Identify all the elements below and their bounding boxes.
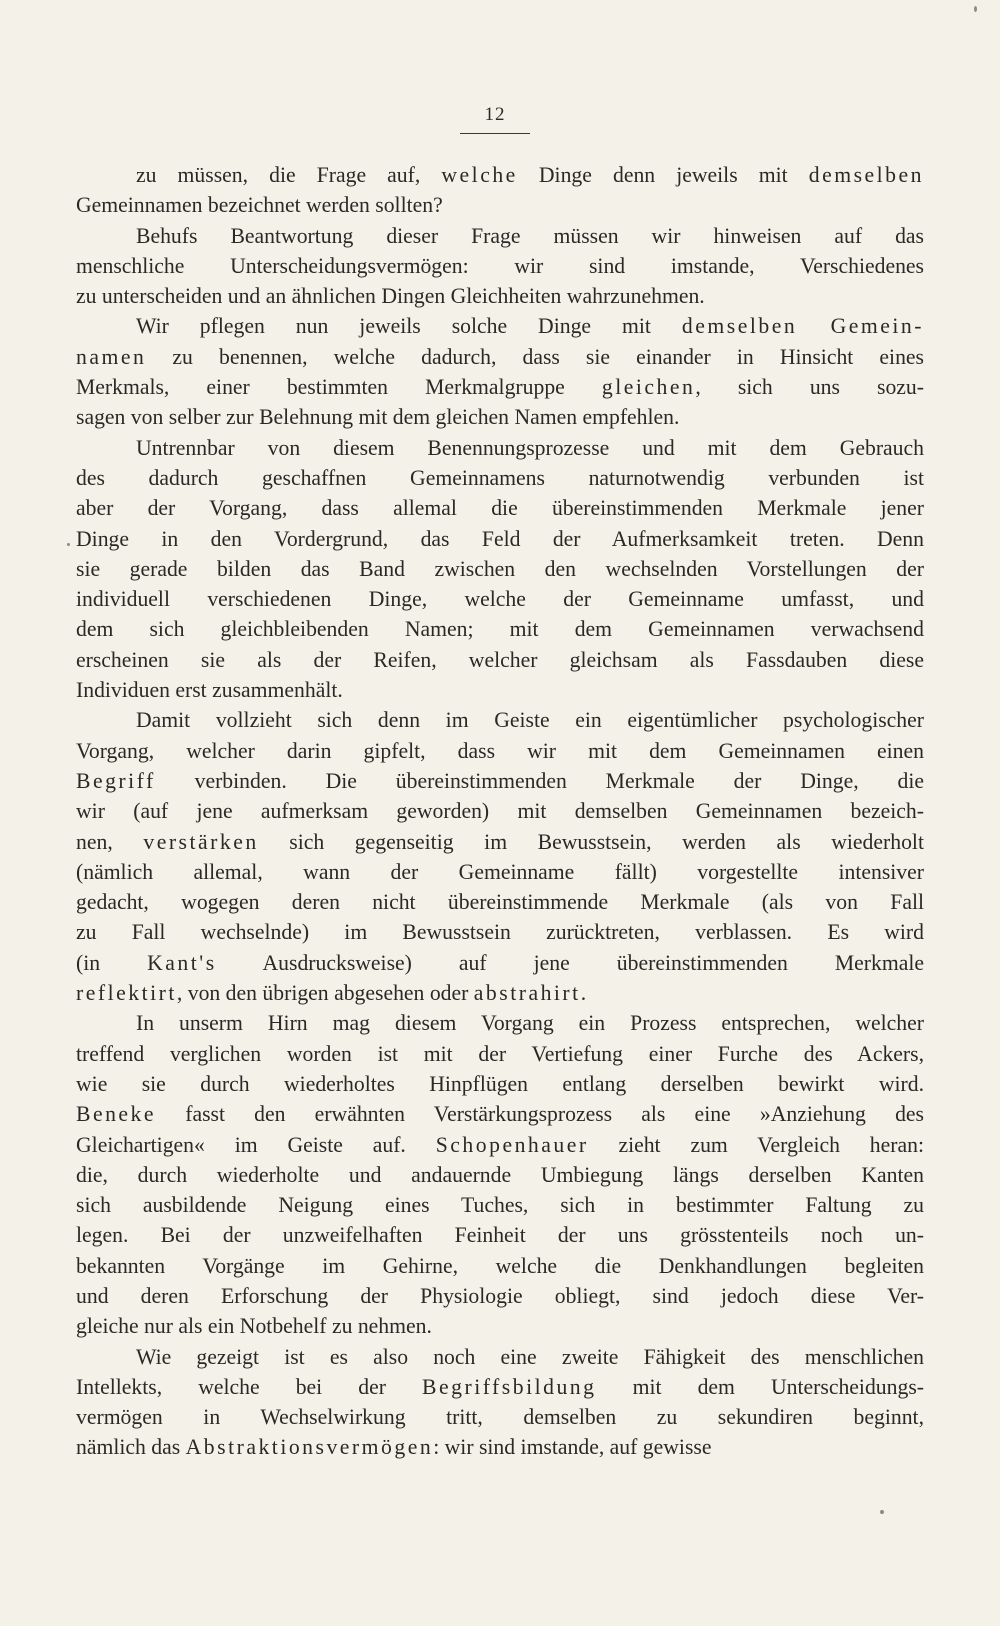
text-run: Dinge in den Vordergrund, das Feld der Aufmerksamkeit treten. Denn xyxy=(76,526,924,551)
text-run: nen, xyxy=(76,829,144,854)
text-line xyxy=(76,614,924,644)
text-run: Dinge denn jeweils mit xyxy=(517,163,809,187)
text-line xyxy=(76,463,924,493)
page-number: 12 xyxy=(484,104,506,125)
page-number-rule xyxy=(460,133,530,134)
text-run: (in xyxy=(76,950,148,975)
text-line xyxy=(76,766,924,796)
text-line xyxy=(76,372,924,402)
spaced-emphasis: Kant's xyxy=(147,950,217,975)
text-line xyxy=(76,917,924,947)
text-line xyxy=(76,1130,924,1160)
text-run: In unserm Hirn mag diesem Vorgang ein Prozess entsprechen, welcher xyxy=(136,1011,924,1036)
text-line xyxy=(76,705,924,735)
text-line xyxy=(76,1342,924,1372)
text-line xyxy=(76,1039,924,1069)
text-line xyxy=(76,251,924,281)
spaced-emphasis: Begriffsbildung xyxy=(422,1374,597,1399)
text-line xyxy=(76,887,924,917)
text-line xyxy=(76,675,924,705)
text-run: : wir sind imstande, auf gewisse xyxy=(433,1435,712,1460)
text-line xyxy=(76,978,924,1008)
text-run: dem sich gleichbleibenden Namen; mit dem Gemeinnamen verwachsend xyxy=(76,617,924,642)
text-line xyxy=(76,948,924,978)
text-run: , sich uns sozu- xyxy=(695,375,924,400)
text-run: des dadurch geschaffnen Gemeinnamens naturnotwendig verbunden ist xyxy=(76,465,924,490)
text-line xyxy=(76,1432,924,1462)
text-run: sagen von selber zur Belehnung mit dem gleichen Namen empfehlen. xyxy=(76,405,680,430)
text-run: wie sie durch wiederholtes Hinpflügen entlang derselben bewirkt wird. xyxy=(76,1071,924,1096)
text-line xyxy=(76,554,924,584)
text-line xyxy=(76,1220,924,1250)
paragraph xyxy=(76,221,924,312)
text-line xyxy=(76,190,924,220)
text-run: . xyxy=(580,981,587,1006)
text-run: , von den übrigen abgesehen oder xyxy=(176,981,474,1006)
text-line xyxy=(76,342,924,372)
text-run: bekannten Vorgänge im Gehirne, welche die Denkhandlungen begleiten xyxy=(76,1253,924,1278)
text-line xyxy=(76,160,924,190)
paragraph xyxy=(76,1008,924,1341)
text-run: aber der Vorgang, dass allemal die übereinstimmenden Merkmale jener xyxy=(76,496,924,521)
text-run: erscheinen sie als der Reifen, welcher gleichsam als Fassdauben diese xyxy=(76,647,924,672)
text-run: verbinden. Die übereinstimmenden Merkmale der Dinge, die xyxy=(155,768,924,793)
text-run: vermögen in Wechselwirkung tritt, demselben zu sekundiren beginnt, xyxy=(76,1405,924,1430)
text-run: Wie gezeigt ist es also noch eine zweite Fähigkeit des menschlichen xyxy=(136,1344,924,1369)
text-line xyxy=(76,736,924,766)
text-line xyxy=(76,433,924,463)
text-line xyxy=(76,1190,924,1220)
text-line xyxy=(76,857,924,887)
spaced-emphasis: reflektirt xyxy=(76,981,177,1006)
spaced-emphasis: demselben xyxy=(808,163,924,187)
text-run: Behufs Beantwortung dieser Frage müssen wir hinweisen auf das xyxy=(136,223,924,248)
text-run: Ausdrucksweise) auf jene übereinstimmenden Merkmale xyxy=(216,950,924,975)
spaced-emphasis: demselben Gemein- xyxy=(681,314,925,339)
text-line xyxy=(76,1251,924,1281)
text-line xyxy=(76,524,924,554)
text-run: fasst den erwähnten Verstärkungsprozess als eine »Anziehung des xyxy=(156,1102,924,1127)
text-run: Individuen erst zusammenhält. xyxy=(76,678,343,703)
text-run: zu müssen, die Frage auf, xyxy=(136,163,442,187)
text-line xyxy=(76,584,924,614)
text-run: wir (auf jene aufmerksam geworden) mit demselben Gemeinnamen bezeich- xyxy=(76,799,924,824)
text-run: sich ausbildende Neigung eines Tuches, sich in bestimmter Faltung zu xyxy=(76,1193,924,1218)
text-run: Untrennbar von diesem Benennungsprozesse und mit dem Gebrauch xyxy=(136,435,924,460)
paragraph xyxy=(76,705,924,1008)
text-run: gleiche nur als ein Notbehelf zu nehmen. xyxy=(76,1314,432,1339)
text-line xyxy=(76,1281,924,1311)
text-line xyxy=(76,402,924,432)
text-line xyxy=(76,221,924,251)
text-run: mit dem Unterscheidungs- xyxy=(596,1374,924,1399)
spaced-emphasis: verstärken xyxy=(143,829,259,854)
text-line xyxy=(76,311,924,341)
text-line xyxy=(76,1099,924,1129)
text-run: (nämlich allemal, wann der Gemeinname fällt) vorgestellte intensiver xyxy=(76,859,924,884)
spaced-emphasis: Beneke xyxy=(76,1102,157,1127)
text-run: treffend verglichen worden ist mit der Vertiefung einer Furche des Ackers, xyxy=(76,1041,924,1066)
text-run: zu unterscheiden und an ähnlichen Dingen Gleichheiten wahrzunehmen. xyxy=(76,284,705,309)
spaced-emphasis: welche xyxy=(441,163,518,187)
text-run: legen. Bei der unzweifelhaften Feinheit der uns grösstenteils noch un- xyxy=(76,1223,924,1248)
text-line xyxy=(76,493,924,523)
print-speck xyxy=(880,1510,884,1514)
text-run: gedacht, wogegen deren nicht übereinstimmende Merkmale (als von Fall xyxy=(76,890,924,915)
paragraph xyxy=(76,160,924,221)
text-run: sie gerade bilden das Band zwischen den wechselnden Vorstellungen der xyxy=(76,556,924,581)
spaced-emphasis: Abstraktionsvermögen xyxy=(185,1435,434,1460)
body-text xyxy=(76,160,924,1463)
text-line xyxy=(76,1160,924,1190)
text-line xyxy=(76,796,924,826)
text-line xyxy=(76,1008,924,1038)
text-line xyxy=(76,1372,924,1402)
text-run: Damit vollzieht sich denn im Geiste ein eigentümlicher psychologischer xyxy=(136,708,924,733)
spaced-emphasis: Begriff xyxy=(76,768,156,793)
text-line xyxy=(76,281,924,311)
text-run: zu Fall wechselnde) im Bewusstsein zurücktreten, verblassen. Es wird xyxy=(76,920,924,945)
text-run: Wir pflegen nun jeweils solche Dinge mit xyxy=(136,314,682,339)
text-run: nämlich das xyxy=(76,1435,186,1460)
text-line xyxy=(76,1402,924,1432)
text-run: die, durch wiederholte und andauernde Umbiegung längs derselben Kanten xyxy=(76,1162,924,1187)
text-run: individuell verschiedenen Dinge, welche der Gemeinname umfasst, und xyxy=(76,587,924,612)
text-line xyxy=(76,645,924,675)
text-line xyxy=(76,827,924,857)
text-run: menschliche Unterscheidungsvermögen: wir sind imstande, Verschiedenes xyxy=(76,253,924,278)
spaced-emphasis: gleichen xyxy=(601,375,696,400)
text-run: zu benennen, welche dadurch, dass sie einander in Hinsicht eines xyxy=(146,344,924,369)
print-speck xyxy=(974,6,977,12)
paragraph xyxy=(76,1342,924,1463)
text-run: sich gegenseitig im Bewusstsein, werden als wiederholt xyxy=(258,829,924,854)
text-run: Vorgang, welcher darin gipfelt, dass wir mit dem Gemeinnamen einen xyxy=(76,738,924,763)
spaced-emphasis: Schopenhauer xyxy=(435,1132,589,1157)
text-line xyxy=(76,1311,924,1341)
spaced-emphasis: abstrahirt xyxy=(473,981,581,1006)
text-run: Gleichartigen« im Geiste auf. xyxy=(76,1132,436,1157)
print-speck xyxy=(67,543,70,546)
text-run: und deren Erforschung der Physiologie obliegt, sind jedoch diese Ver- xyxy=(76,1283,924,1308)
text-line xyxy=(76,1069,924,1099)
text-run: Merkmals, einer bestimmten Merkmalgruppe xyxy=(76,375,602,400)
text-run: Intellekts, welche bei der xyxy=(76,1374,423,1399)
paragraph xyxy=(76,433,924,706)
paragraph xyxy=(76,311,924,432)
text-run: zieht zum Vergleich heran: xyxy=(588,1132,924,1157)
text-run: Gemeinnamen bezeichnet werden sollten? xyxy=(76,193,443,218)
spaced-emphasis: namen xyxy=(76,344,147,369)
